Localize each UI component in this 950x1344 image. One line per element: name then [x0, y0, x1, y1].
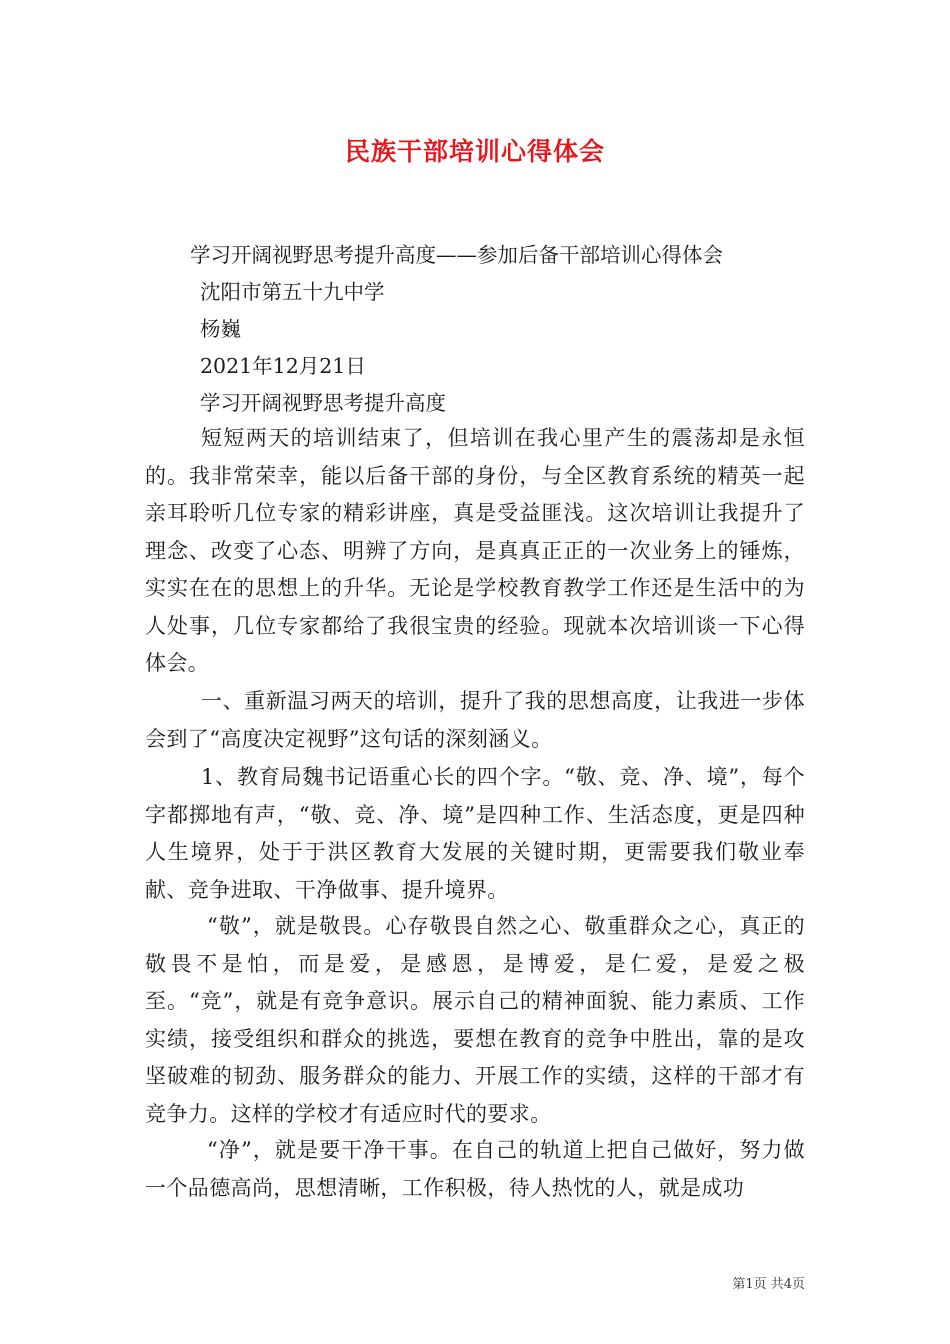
subtitle: 学习开阔视野思考提升高度——参加后备干部培训心得体会	[190, 243, 723, 267]
school-name: 沈阳市第五十九中学	[200, 280, 385, 304]
paragraph: 一、重新温习两天的培训，提升了我的思想高度，让我进一步体会到了“高度决定视野”这句话的深刻涵义。	[145, 689, 805, 751]
paragraph: “净”，就是要干净干事。在自己的轨道上把自己做好，努力做一个品德高尚，思想清晰，工作积极，待人热忱的人，就是成功	[145, 1138, 805, 1200]
page-footer: 第1页 共4页	[732, 1277, 805, 1292]
paragraph: “敬”，就是敬畏。心存敬畏自然之心、敬重群众之心，真正的敬畏不是怕，而是爱，是感恩，是博爱，是仁爱，是爱之极至。“竞”，就是有竞争意识。展示自己的精神面貌、能力素质、工作实绩，接受组织和群众的挑选，要想在教育的竞争中胜出，靠的是攻坚破难的韧劲、服务群众的能力、开展工作的实绩，这样的干部才有竞争力。这样的学校才有适应时代的要求。	[145, 914, 805, 1126]
section-heading: 学习开阔视野思考提升高度	[200, 391, 446, 415]
paragraph: 短短两天的培训结束了，但培训在我心里产生的震荡却是永恒的。我非常荣幸，能以后备干部的身份，与全区教育系统的精英一起亲耳聆听几位专家的精彩讲座，真是受益匪浅。这次培训让我提升了理念、改变了心态、明辨了方向，是真真正正的一次业务上的锤炼，实实在在的思想上的升华。无论是学校教育教学工作还是生活中的为人处事，几位专家都给了我很宝贵的经验。现就本次培训谈一下心得体会。	[145, 426, 805, 675]
paragraph: 1、教育局魏书记语重心长的四个字。“敬、竞、净、境”，每个字都掷地有声，“敬、竞、净、境”是四种工作、生活态度，更是四种人生境界，处于于洪区教育大发展的关键时期，更需要我们敬业奉献、竞争进取、干净做事、提升境界。	[145, 765, 805, 902]
document-date: 2021年12月21日	[200, 354, 366, 378]
author-name: 杨巍	[200, 317, 241, 341]
document-title: 民族干部培训心得体会	[344, 137, 605, 166]
